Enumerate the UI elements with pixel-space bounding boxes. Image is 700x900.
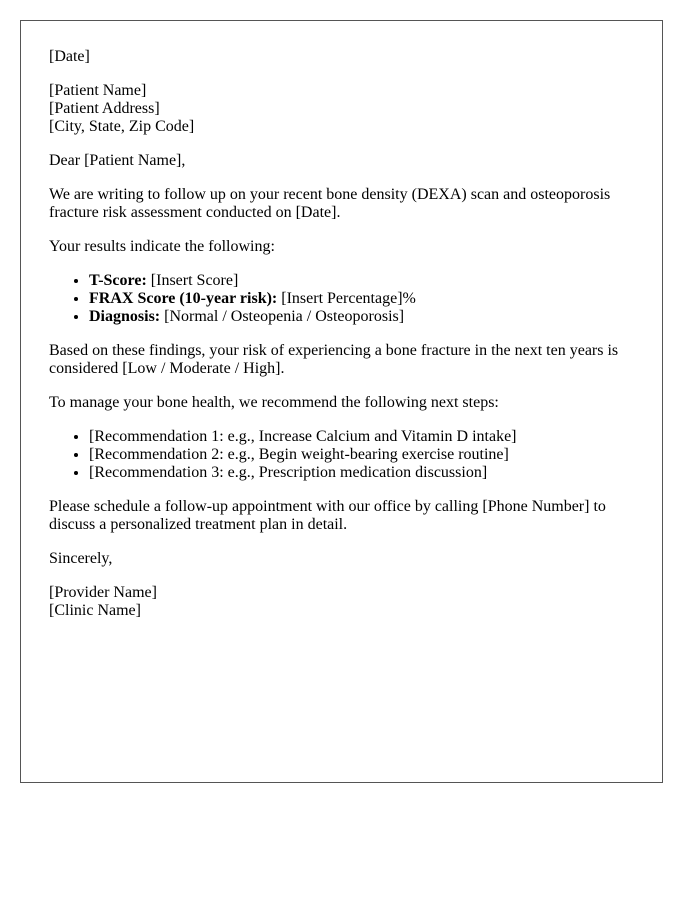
result-value: [Insert Score] — [146, 272, 239, 289]
result-item — [89, 272, 634, 290]
result-item — [89, 308, 634, 326]
patient-address: [Patient Address] — [49, 100, 160, 117]
steps-intro: To manage your bone health, we recommend the following next steps: — [49, 394, 499, 411]
followup-paragraph: Please schedule a follow-up appointment with our office by calling [Phone Number] to discuss a personalized treatment plan in detail. — [49, 498, 606, 533]
result-label: FRAX Score (10-year risk): — [89, 290, 278, 307]
result-value: [Normal / Osteopenia / Osteoporosis] — [160, 308, 405, 325]
result-value: [Insert Percentage]% — [277, 290, 416, 307]
result-label: T-Score: — [89, 272, 147, 289]
letter — [20, 20, 663, 783]
step-item: • [Recommendation 1: e.g., Increase Calcium and Vitamin D intake] — [89, 428, 634, 446]
step-item: • [Recommendation 2: e.g., Begin weight-bearing exercise routine] — [89, 446, 634, 464]
step-item: • [Recommendation 3: e.g., Prescription medication discussion] — [89, 464, 634, 482]
salutation: Dear [Patient Name], — [49, 152, 186, 169]
patient-name: [Patient Name] — [49, 82, 147, 99]
steps-list — [49, 428, 634, 482]
provider-name: [Provider Name] — [49, 584, 157, 601]
risk-paragraph: Based on these findings, your risk of experiencing a bone fracture in the next ten years is considered [Low / Moderate / High]. — [49, 342, 619, 377]
result-item — [89, 290, 634, 308]
signature — [49, 584, 634, 620]
closing: Sincerely, — [49, 550, 113, 567]
results-intro: Your results indicate the following: — [49, 238, 275, 255]
recipient-address — [49, 82, 634, 136]
results-list — [49, 272, 634, 326]
intro-paragraph: We are writing to follow up on your recent bone density (DEXA) scan and osteoporosis fracture risk assessment conducted on [Date]. — [49, 186, 611, 221]
clinic-name: [Clinic Name] — [49, 602, 141, 619]
result-label: Diagnosis: — [89, 308, 161, 325]
date: [Date] — [49, 48, 90, 65]
city-state-zip: [City, State, Zip Code] — [49, 118, 195, 135]
